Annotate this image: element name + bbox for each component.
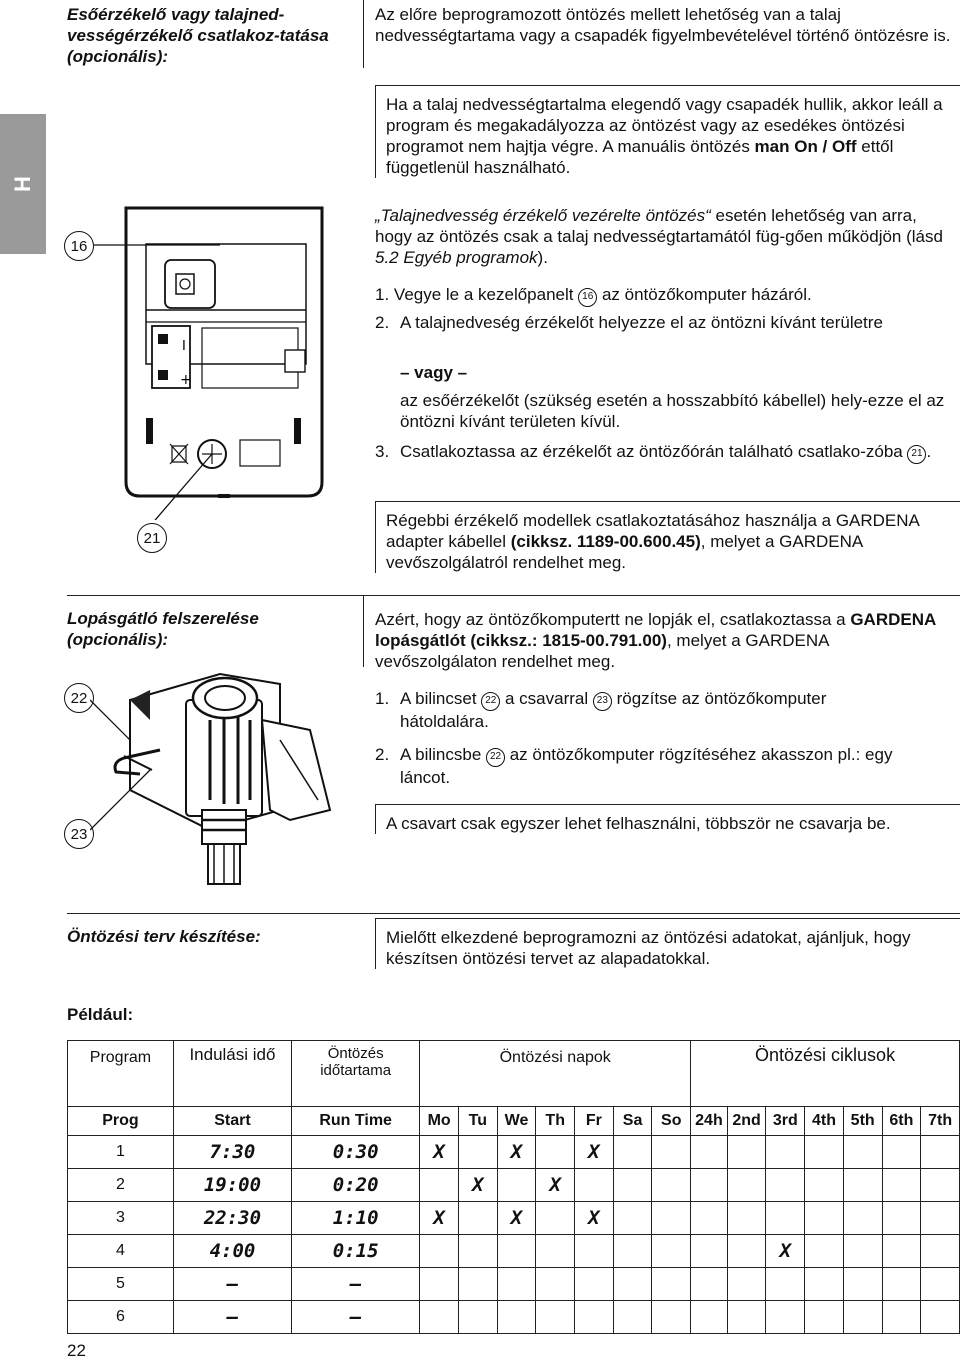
table-cell xyxy=(652,1136,691,1169)
table-cell xyxy=(497,1169,536,1202)
callout-22: 22 xyxy=(64,683,94,713)
table-cell: 0:20 xyxy=(292,1169,420,1202)
subheader-cell: So xyxy=(652,1107,691,1136)
control-panel-illustration xyxy=(90,200,350,520)
table-cell xyxy=(921,1136,960,1169)
table-cell xyxy=(652,1235,691,1268)
table-cell: X xyxy=(497,1136,536,1169)
divider xyxy=(363,0,364,68)
body-text: ). xyxy=(537,248,548,267)
step-text: rögzítse az öntözőkomputer hátoldalára. xyxy=(400,689,827,731)
note-text: Régebbi érzékelő modellek csatlakoztatásához használja a GARDENA adapter kábellel xyxy=(386,511,919,551)
table-cell xyxy=(805,1136,844,1169)
program-number-cell: 1 xyxy=(68,1136,174,1169)
program-number-cell: 3 xyxy=(68,1202,174,1235)
subheader-cell: Sa xyxy=(613,1107,652,1136)
table-cell: X xyxy=(458,1169,497,1202)
table-cell xyxy=(882,1301,921,1334)
table-cell xyxy=(766,1301,805,1334)
table-cell: 0:30 xyxy=(292,1136,420,1169)
antitheft-screw-note: A csavart csak egyszer lehet felhasználni, többször ne csavarja be. xyxy=(375,804,960,834)
sensor-step-2-or: – vagy – xyxy=(400,363,468,382)
table-cell xyxy=(727,1301,766,1334)
table-row xyxy=(68,1169,960,1202)
ref-circle: 22 xyxy=(481,692,500,711)
table-cell xyxy=(536,1202,575,1235)
body-text: Azért, hogy az öntözőkomputertt ne lopják el, csatlakoztassa a xyxy=(375,610,851,629)
table-cell xyxy=(882,1169,921,1202)
table-cell xyxy=(921,1268,960,1301)
table-cell xyxy=(727,1202,766,1235)
table-cell xyxy=(691,1268,728,1301)
step-text: az öntözőkomputer házáról. xyxy=(597,285,812,304)
table-cell xyxy=(882,1268,921,1301)
subheader-cell: Run Time xyxy=(292,1107,420,1136)
subheader-cell: Start xyxy=(173,1107,291,1136)
subheader-cell: 6th xyxy=(882,1107,921,1136)
table-cell xyxy=(843,1301,882,1334)
step-number: 1. xyxy=(375,285,390,304)
subheader-cell: 7th xyxy=(921,1107,960,1136)
table-cell xyxy=(727,1235,766,1268)
ref-circle: 21 xyxy=(907,445,926,464)
italic-text: „Talajnedvesség érzékelő vezérelte öntözés“ xyxy=(375,206,711,225)
header-cycles: Öntözési ciklusok xyxy=(691,1041,960,1107)
step-text: A bilincsbe xyxy=(400,745,486,764)
step-text: Vegye le a kezelőpanelt xyxy=(393,285,579,304)
note-text: Ha a talaj nedvességtartalma elegendő vagy csapadék hullik, akkor leáll a program és megakadályozza az öntözést vagy az esedékes öntözési programot nem hajtja végre. A manuális öntözés xyxy=(386,95,943,156)
svg-text:+: + xyxy=(180,372,192,388)
table-cell xyxy=(420,1169,459,1202)
table-cell xyxy=(882,1136,921,1169)
table-cell xyxy=(843,1202,882,1235)
sensor-note-box xyxy=(375,85,960,178)
plan-note-box: Mielőtt elkezdené beprogramozni az öntözési adatokat, ajánljuk, hogy készítsen öntözési tervet az alapadatokkal. xyxy=(375,918,960,969)
table-cell: 1:10 xyxy=(292,1202,420,1235)
sensor-step-1 xyxy=(375,284,955,307)
header-program: Program xyxy=(68,1041,174,1107)
table-cell xyxy=(766,1136,805,1169)
table-cell xyxy=(766,1268,805,1301)
table-cell: X xyxy=(420,1136,459,1169)
table-cell: X xyxy=(575,1136,614,1169)
example-label: Például: xyxy=(67,1005,134,1024)
callout-23: 23 xyxy=(64,819,94,849)
table-cell xyxy=(458,1202,497,1235)
table-cell xyxy=(843,1235,882,1268)
table-cell xyxy=(921,1235,960,1268)
table-cell xyxy=(613,1202,652,1235)
subheader-cell: 24h xyxy=(691,1107,728,1136)
water-computer-illustration xyxy=(90,660,350,900)
table-cell xyxy=(613,1268,652,1301)
language-tab-marker xyxy=(0,114,46,254)
table-cell: X xyxy=(575,1202,614,1235)
table-cell xyxy=(921,1301,960,1334)
table-cell xyxy=(691,1169,728,1202)
table-row xyxy=(68,1301,960,1334)
table-cell xyxy=(613,1301,652,1334)
table-body xyxy=(68,1136,960,1334)
subheader-cell: 4th xyxy=(805,1107,844,1136)
table-cell xyxy=(691,1301,728,1334)
table-cell xyxy=(613,1235,652,1268)
callout-16: 16 xyxy=(64,231,94,261)
subheader-cell: Mo xyxy=(420,1107,459,1136)
subheader-cell: Th xyxy=(536,1107,575,1136)
table-cell xyxy=(458,1268,497,1301)
table-cell xyxy=(420,1235,459,1268)
sensor-moisture-paragraph xyxy=(375,205,955,268)
header-start: Indulási idő xyxy=(173,1041,291,1107)
table-cell: 22:30 xyxy=(173,1202,291,1235)
table-cell xyxy=(575,1235,614,1268)
ref-circle: 23 xyxy=(593,692,612,711)
table-cell xyxy=(652,1169,691,1202)
table-cell xyxy=(536,1268,575,1301)
sensor-step-2-text: A talajnedveség érzékelőt helyezze el az öntözni kívánt területre xyxy=(400,313,883,332)
table-cell xyxy=(652,1268,691,1301)
section-divider xyxy=(67,595,960,596)
table-cell xyxy=(420,1268,459,1301)
program-number-cell: 2 xyxy=(68,1169,174,1202)
table-cell xyxy=(766,1169,805,1202)
body-text: , melyet a GARDENA vevőszolgálaton rendelhet meg. xyxy=(375,631,829,671)
table-row xyxy=(68,1235,960,1268)
table-cell: X xyxy=(420,1202,459,1235)
table-cell: 19:00 xyxy=(173,1169,291,1202)
note-bold: (cikksz. 1189-00.600.45) xyxy=(510,532,701,551)
table-cell xyxy=(536,1136,575,1169)
step-text: az öntözőkomputer rögzítéséhez akasszon pl.: egy láncot. xyxy=(400,745,893,787)
table-row xyxy=(68,1268,960,1301)
header-duration: Öntözés időtartama xyxy=(292,1041,420,1107)
program-number-cell: 5 xyxy=(68,1268,174,1301)
subheader-cell: Tu xyxy=(458,1107,497,1136)
table-cell xyxy=(882,1235,921,1268)
note-bold: man On / Off xyxy=(754,137,857,156)
table-cell xyxy=(536,1235,575,1268)
watering-plan-table xyxy=(67,1040,960,1334)
section-heading-plan: Öntözési terv készítése: xyxy=(67,927,261,946)
step-text: . xyxy=(926,442,932,461)
ref-circle: 16 xyxy=(578,288,597,307)
ref-circle: 22 xyxy=(486,748,505,767)
sensor-intro-paragraph: Az előre beprogramozott öntözés mellett lehetőség van a talaj nedvességtartama vagy a csapadék figyelmbevételével történő öntözésre is. xyxy=(375,5,951,45)
table-cell xyxy=(882,1202,921,1235)
table-cell: 4:00 xyxy=(173,1235,291,1268)
table-cell xyxy=(497,1268,536,1301)
table-cell: X xyxy=(536,1169,575,1202)
table-cell xyxy=(805,1202,844,1235)
table-cell xyxy=(691,1235,728,1268)
header-days: Öntözési napok xyxy=(420,1041,691,1107)
table-row xyxy=(68,1136,960,1169)
body-bold: GARDENA lopásgátlót (cikksz.: 1815-00.791.00) xyxy=(375,610,936,650)
svg-text:I: I xyxy=(182,339,186,354)
note-text: ettől függetlenül használható. xyxy=(386,137,894,177)
table-cell xyxy=(536,1301,575,1334)
table-cell xyxy=(458,1136,497,1169)
sensor-step-2-number: 2. xyxy=(375,313,390,332)
table-cell xyxy=(575,1301,614,1334)
divider xyxy=(363,595,364,667)
callout-21: 21 xyxy=(137,523,167,553)
table-cell xyxy=(575,1268,614,1301)
table-subheader-row xyxy=(68,1107,960,1136)
table-cell: X xyxy=(497,1202,536,1235)
table-cell xyxy=(805,1301,844,1334)
table-cell xyxy=(691,1136,728,1169)
section-heading-sensor: Esőérzékelő vagy talajned-vességérzékelő csatlakoz-tatása (opcionális): xyxy=(67,5,329,66)
table-cell xyxy=(613,1169,652,1202)
section-divider xyxy=(67,913,960,914)
language-tab-label: H xyxy=(9,176,35,192)
section-heading-antitheft: Lopásgátló felszerelése (opcionális): xyxy=(67,609,259,649)
program-number-cell: 6 xyxy=(68,1301,174,1334)
step-text: a csavarral xyxy=(500,689,593,708)
antitheft-step-1-number: 1. xyxy=(375,689,390,708)
table-cell xyxy=(843,1136,882,1169)
table-cell xyxy=(652,1202,691,1235)
sensor-adapter-note xyxy=(375,501,960,573)
subheader-cell: 3rd xyxy=(766,1107,805,1136)
table-cell xyxy=(420,1301,459,1334)
note-text: , melyet a GARDENA vevőszolgálatról rendelhet meg. xyxy=(386,532,863,572)
table-cell xyxy=(497,1301,536,1334)
table-cell: – xyxy=(173,1301,291,1334)
sensor-step-3-text xyxy=(400,441,955,464)
table-cell xyxy=(805,1169,844,1202)
antitheft-step-2-text xyxy=(400,744,910,788)
table-cell: 7:30 xyxy=(173,1136,291,1169)
antitheft-intro-paragraph xyxy=(375,609,955,672)
table-cell xyxy=(805,1235,844,1268)
table-cell xyxy=(691,1202,728,1235)
table-cell xyxy=(497,1235,536,1268)
table-cell xyxy=(575,1169,614,1202)
table-cell xyxy=(843,1169,882,1202)
table-cell: – xyxy=(292,1268,420,1301)
subheader-cell: Prog xyxy=(68,1107,174,1136)
sensor-step-2-alt: az esőérzékelőt (szükség esetén a hosszabbító kábellel) hely-ezze el az öntözni kívánt területen kívül. xyxy=(400,391,945,431)
table-header-row xyxy=(68,1041,960,1107)
step-text: Csatlakoztassa az érzékelőt az öntözőórán található csatlako-zóba xyxy=(400,442,908,461)
table-cell: – xyxy=(173,1268,291,1301)
subheader-cell: 2nd xyxy=(727,1107,766,1136)
step-text: A bilincset xyxy=(400,689,482,708)
table-row xyxy=(68,1202,960,1235)
table-cell xyxy=(727,1169,766,1202)
body-text: esetén lehetőség van arra, hogy az öntözés csak a talaj nedvességtartamától füg-gően működjön (lásd xyxy=(375,206,943,246)
subheader-cell: Fr xyxy=(575,1107,614,1136)
antitheft-step-1-text xyxy=(400,688,900,732)
subheader-cell: We xyxy=(497,1107,536,1136)
table-cell xyxy=(727,1136,766,1169)
subheader-cell: 5th xyxy=(843,1107,882,1136)
table-cell: 0:15 xyxy=(292,1235,420,1268)
page-number: 22 xyxy=(67,1341,86,1360)
table-cell: X xyxy=(766,1235,805,1268)
table-cell: – xyxy=(292,1301,420,1334)
table-cell xyxy=(458,1235,497,1268)
table-cell xyxy=(805,1268,844,1301)
italic-text: 5.2 Egyéb programok xyxy=(375,248,538,267)
table-cell xyxy=(652,1301,691,1334)
sensor-step-3-number: 3. xyxy=(375,442,390,461)
table-cell xyxy=(921,1169,960,1202)
table-cell xyxy=(458,1301,497,1334)
table-cell xyxy=(766,1202,805,1235)
antitheft-step-2-number: 2. xyxy=(375,745,390,764)
table-cell xyxy=(613,1136,652,1169)
table-cell xyxy=(727,1268,766,1301)
table-cell xyxy=(921,1202,960,1235)
table-cell xyxy=(843,1268,882,1301)
program-number-cell: 4 xyxy=(68,1235,174,1268)
